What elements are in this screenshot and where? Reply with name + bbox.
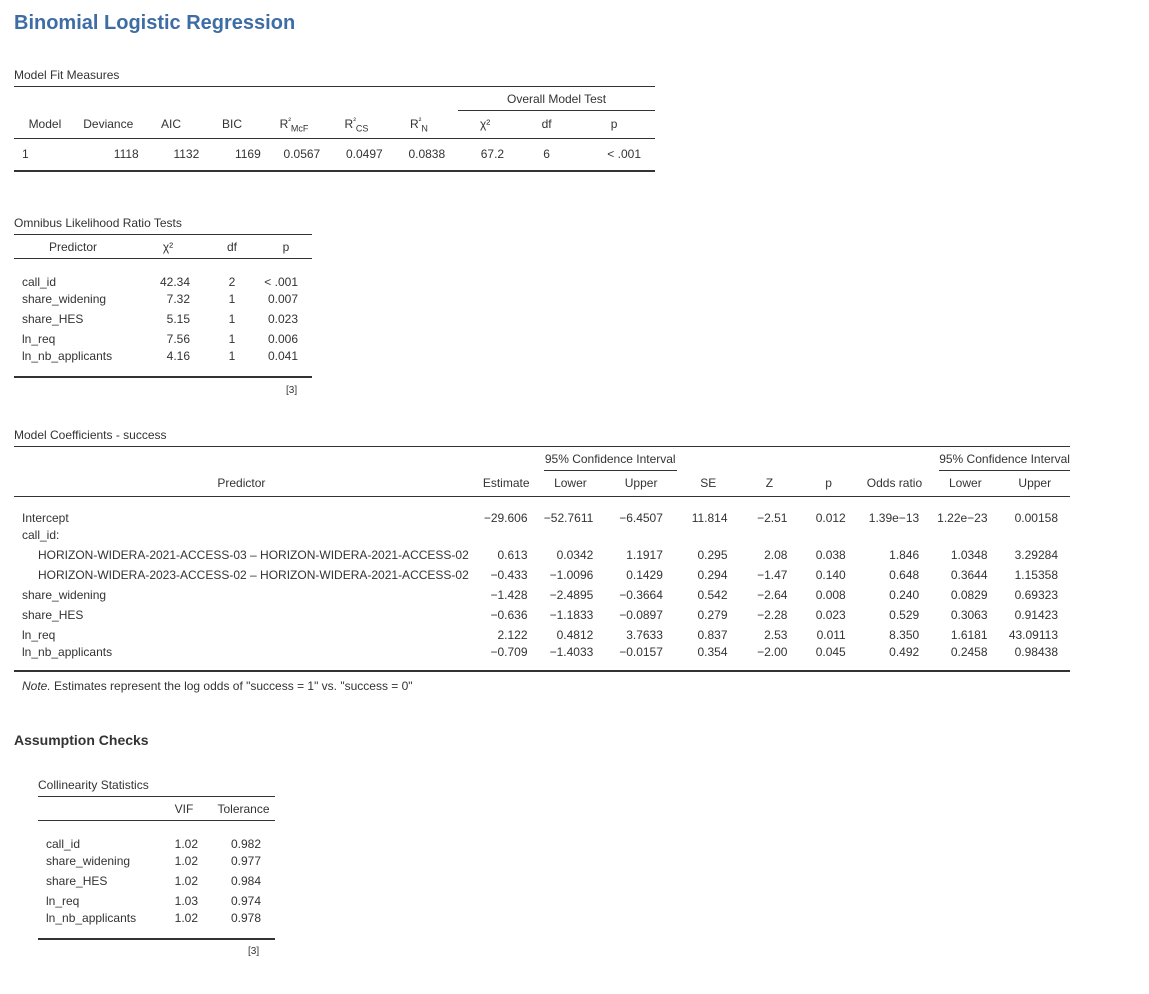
omnibus-table xyxy=(14,234,312,378)
table-row: ln_req 7.56 1 0.006 xyxy=(22,331,298,346)
table-row: share_HES 5.15 1 0.023 xyxy=(22,311,298,326)
overall-model-test-header: Overall Model Test xyxy=(458,92,655,111)
table-row: share_widening 7.32 1 0.007 xyxy=(22,291,298,306)
col-p: p xyxy=(282,239,290,254)
table-row: call_id: xyxy=(22,527,60,542)
table-row: ln_nb_applicants −0.709 −1.4033 −0.0157 0.354 −2.00 0.045 0.492 0.2458 0.98438 xyxy=(14,645,1070,671)
col-vif: VIF xyxy=(174,801,194,816)
table-row: ln_req 2.122 0.4812 3.7633 0.837 2.53 0.011 8.350 1.6181 43.09113 xyxy=(22,627,1058,642)
coefficients-caption: Model Coefficients - success xyxy=(14,428,167,442)
coefficients-table xyxy=(14,446,1070,672)
ci-group-header: 95% Confidence Interval xyxy=(544,452,677,471)
col-deviance: Deviance xyxy=(83,117,134,132)
col-se: SE xyxy=(700,476,717,491)
collinearity-footnote: [3] xyxy=(248,946,260,957)
col-chi: χ² xyxy=(479,117,491,132)
table-row: share_HES 1.02 0.984 xyxy=(46,873,261,888)
collinearity-caption: Collinearity Statistics xyxy=(38,778,149,792)
table-row: share_HES −0.636 −1.1833 −0.0897 0.279 −2.28 0.023 0.529 0.3063 0.91423 xyxy=(22,607,1058,622)
coefficients-note: Note. Estimates represent the log odds of "success = 1" vs. "success = 0" xyxy=(22,679,413,693)
col-z: Z xyxy=(765,476,774,491)
col-p: p xyxy=(825,476,832,491)
assumption-checks-heading: Assumption Checks xyxy=(14,732,149,748)
col-or-lower: Lower xyxy=(949,476,982,491)
col-predictor: Predictor xyxy=(217,476,266,491)
collinearity-table xyxy=(38,796,275,940)
model-fit-table xyxy=(14,86,655,172)
col-model: Model xyxy=(28,117,62,132)
col-aic: AIC xyxy=(160,117,181,132)
col-df: df xyxy=(541,117,552,132)
col-upper: Upper xyxy=(624,476,658,491)
col-bic: BIC xyxy=(222,117,243,132)
col-tolerance: Tolerance xyxy=(217,801,270,816)
collinearity-rows xyxy=(38,821,275,939)
table-row: Intercept −29.606 −52.7611 −6.4507 11.814 −2.51 0.012 1.39e−13 1.22e−23 0.00158 xyxy=(22,510,1058,525)
col-p: p xyxy=(610,117,618,132)
results-title: Binomial Logistic Regression xyxy=(14,12,296,34)
col-or-upper: Upper xyxy=(1018,476,1052,491)
col-r2-n: $R^{^2}_N$ xyxy=(409,115,428,133)
col-lower: Lower xyxy=(554,476,587,491)
table-row: ln_nb_applicants 4.16 1 0.041 xyxy=(14,349,312,377)
table-row: HORIZON-WIDERA-2021-ACCESS-03 – HORIZON-WIDERA-2021-ACCESS-02 0.613 0.0342 1.1917 0.295 2.08 0.038 1.846 1.0348 3.29284 xyxy=(38,547,1058,562)
omnibus-rows xyxy=(14,259,312,377)
table-row: ln_req 1.03 0.974 xyxy=(46,893,261,908)
col-r2-mcf: $R^{^2}_{McF}$ xyxy=(279,115,309,133)
col-estimate: Estimate xyxy=(482,476,530,491)
table-row: call_id 42.34 2 < .001 xyxy=(22,274,298,289)
or-ci-group-header: 95% Confidence Interval xyxy=(939,452,1070,471)
coefficient-rows xyxy=(14,497,1070,671)
table-row: share_widening −1.428 −2.4895 −0.3664 0.542 −2.64 0.008 0.240 0.0829 0.69323 xyxy=(22,587,1058,602)
omnibus-footnote: [3] xyxy=(286,385,298,396)
model-fit-caption: Model Fit Measures xyxy=(14,68,120,82)
table-row: 1 1118 1132 1169 0.0567 0.0497 0.0838 67.2 6 < .001 xyxy=(14,139,655,171)
table-row: HORIZON-WIDERA-2023-ACCESS-02 – HORIZON-WIDERA-2021-ACCESS-02 −0.433 −1.0096 0.1429 0.294 −1.47 0.140 0.648 0.3644 1.15358 xyxy=(38,567,1058,582)
table-row: call_id 1.02 0.982 xyxy=(46,836,261,851)
col-r2-cs: $R^{^2}_{CS}$ xyxy=(344,115,369,133)
col-chi: χ² xyxy=(162,239,174,254)
col-df: df xyxy=(226,239,237,254)
col-predictor: Predictor xyxy=(48,239,98,254)
omnibus-caption: Omnibus Likelihood Ratio Tests xyxy=(14,216,182,230)
table-row: share_widening 1.02 0.977 xyxy=(46,853,261,868)
table-row: ln_nb_applicants 1.02 0.978 xyxy=(38,911,275,939)
col-odds-ratio: Odds ratio xyxy=(866,476,923,491)
